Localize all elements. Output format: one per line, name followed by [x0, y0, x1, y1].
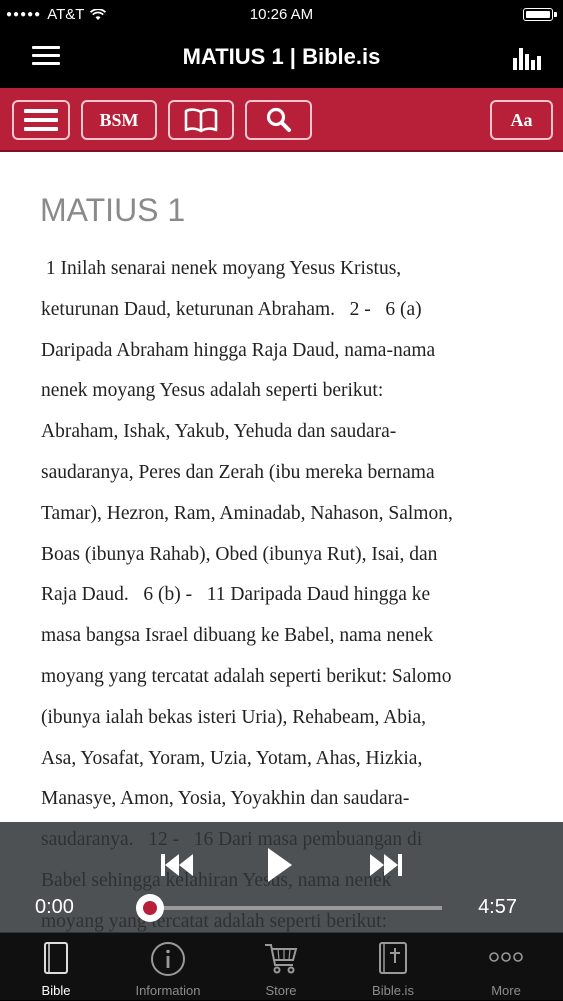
progress-track[interactable]	[150, 906, 442, 910]
bible-cross-icon	[378, 941, 408, 975]
text-line: masa bangsa Israel dibuang ke Babel, nama nenek	[41, 625, 434, 647]
open-book-icon	[183, 107, 219, 133]
text-line: (ibunya ialah bekas isteri Uria), Rehabeam, Abia,	[41, 706, 426, 728]
tab-bible-is[interactable]	[337, 933, 449, 1001]
font-size-label: Aa	[510, 109, 533, 130]
version-button[interactable]	[81, 100, 157, 140]
text-line: keturunan Daud, keturunan Abraham. 2 - 6 (a)	[41, 298, 422, 320]
tab-label: Information	[135, 983, 201, 998]
menu-button[interactable]	[12, 100, 70, 140]
text-line: Abraham, Ishak, Yakub, Yehuda dan saudara-	[41, 421, 397, 443]
chapter-content	[0, 152, 563, 932]
elapsed-time: 0:00	[35, 896, 74, 918]
info-icon	[150, 941, 186, 977]
tab-store[interactable]	[225, 933, 337, 1001]
signal-dots-icon: ●●●●●	[6, 9, 42, 20]
version-label: BSM	[99, 109, 139, 130]
book-icon	[43, 941, 69, 975]
tab-label: More	[491, 983, 521, 998]
text-line: 1 Inilah senarai nenek moyang Yesus Kristus,	[41, 258, 402, 279]
progress-knob[interactable]	[136, 894, 164, 922]
text-line: Tamar), Hezron, Ram, Aminadab, Nahason, Salmon,	[41, 502, 453, 524]
bar-chart-icon[interactable]	[513, 44, 541, 70]
text-line: Boas (ibunya Rahab), Obed (ibunya Rut), Isai, dan	[41, 543, 438, 565]
reader-toolbar	[0, 88, 563, 152]
duration-time: 4:57	[478, 896, 517, 918]
tab-label: Store	[265, 983, 297, 998]
tab-bar	[0, 932, 563, 1000]
status-bar	[0, 0, 563, 30]
next-track-icon[interactable]	[369, 852, 403, 878]
audio-player	[0, 822, 563, 932]
status-time: 10:26 AM	[249, 6, 314, 23]
text-line: nenek moyang Yesus adalah seperti berikut:	[41, 380, 384, 402]
battery-icon	[523, 8, 553, 21]
font-size-button[interactable]	[490, 100, 553, 140]
title-bar	[0, 30, 563, 88]
tab-bible[interactable]	[0, 933, 112, 1001]
play-icon[interactable]	[266, 846, 294, 884]
page-title: MATIUS 1 | Bible.is	[182, 44, 381, 69]
menu-lines-icon	[24, 109, 58, 131]
more-dots-icon	[488, 951, 524, 963]
text-line: Daripada Abraham hingga Raja Daud, nama-nama	[41, 339, 436, 361]
tab-more[interactable]	[450, 933, 562, 1001]
tab-label: Bible	[41, 983, 71, 998]
books-button[interactable]	[168, 100, 234, 140]
chapter-heading: MATIUS 1	[40, 192, 186, 228]
search-icon	[265, 106, 293, 134]
carrier-label: AT&T	[47, 6, 85, 23]
text-line: Asa, Yosafat, Yoram, Uzia, Yotam, Ahas, Hizkia,	[41, 747, 423, 769]
cart-icon	[263, 941, 299, 975]
text-line: saudaranya, Peres dan Zerah (ibu mereka bernama	[41, 461, 435, 483]
text-line: moyang yang tercatat adalah seperti berikut: Salomo	[41, 665, 452, 687]
tab-information[interactable]	[112, 933, 224, 1001]
tab-label: Bible.is	[372, 983, 414, 998]
previous-track-icon[interactable]	[160, 852, 194, 878]
text-line: Raja Daud. 6 (b) - 11 Daripada Daud hingga ke	[41, 584, 431, 606]
search-button[interactable]	[245, 100, 312, 140]
text-line: Manasye, Amon, Yosia, Yoyakhin dan saudara-	[41, 788, 410, 810]
